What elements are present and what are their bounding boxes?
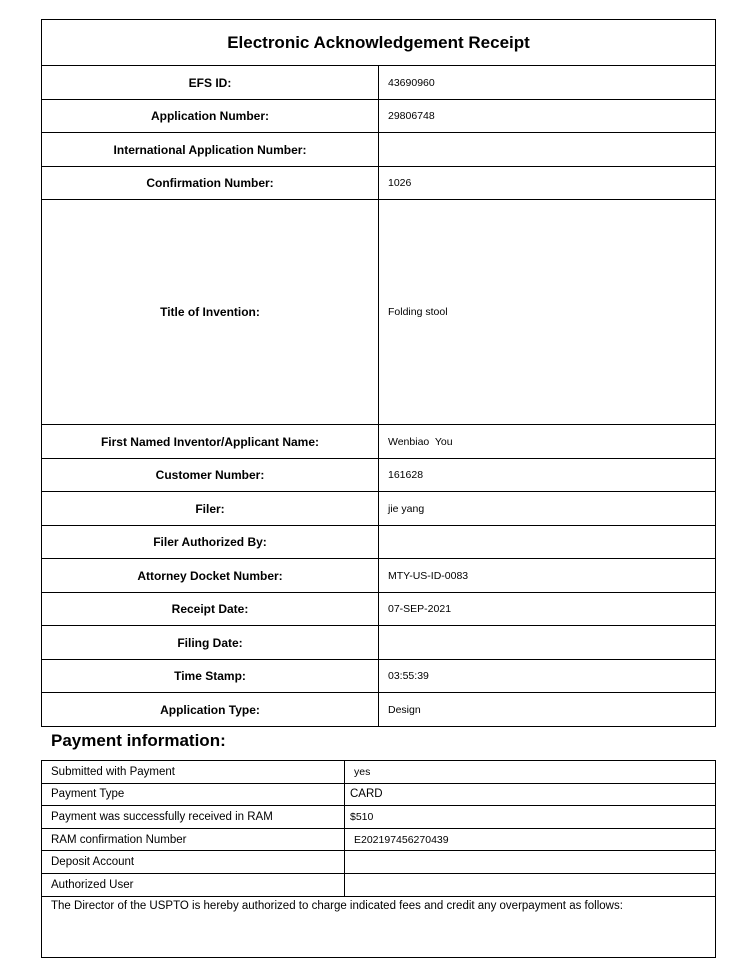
- payment-row-director-note: [42, 896, 716, 957]
- director-authorization-note: The Director of the USPTO is hereby authorized to charge indicated fees and credit any overpayment as follows:: [42, 896, 716, 957]
- receipt-row-customer-number: [42, 459, 716, 492]
- payment-value: E202197456270439: [345, 828, 716, 851]
- payment-row-authorized-user: [42, 873, 716, 896]
- payment-value: yes: [345, 761, 716, 784]
- payment-label: Payment was successfully received in RAM: [42, 806, 345, 829]
- payment-heading: Payment information:: [51, 731, 226, 750]
- payment-value: [345, 873, 716, 896]
- field-label: Title of Invention:: [42, 200, 379, 425]
- payment-value: [345, 851, 716, 874]
- payment-row-submitted: [42, 761, 716, 784]
- field-label: International Application Number:: [42, 133, 379, 167]
- payment-value: CARD: [345, 783, 716, 806]
- receipt-row-confirmation-number: [42, 167, 716, 200]
- field-value: 1026: [379, 167, 716, 200]
- payment-row-received-in-ram: [42, 806, 716, 829]
- payment-label: RAM confirmation Number: [42, 828, 345, 851]
- field-label: Filing Date:: [42, 626, 379, 660]
- receipt-row-filer-authorized-by: [42, 526, 716, 559]
- receipt-row-first-named-inventor: [42, 425, 716, 459]
- receipt-row-efs-id: [42, 66, 716, 100]
- field-label: Application Type:: [42, 693, 379, 727]
- payment-label: Submitted with Payment: [42, 761, 345, 784]
- field-label: EFS ID:: [42, 66, 379, 100]
- field-label: First Named Inventor/Applicant Name:: [42, 425, 379, 459]
- receipt-row-filing-date: [42, 626, 716, 660]
- payment-label: Authorized User: [42, 873, 345, 896]
- field-value: Folding stool: [379, 200, 716, 425]
- field-value: jie yang: [379, 492, 716, 526]
- acknowledgement-receipt-table: [41, 19, 716, 727]
- field-value: 07-SEP-2021: [379, 593, 716, 626]
- field-value: Wenbiao You: [379, 425, 716, 459]
- field-label: Filer:: [42, 492, 379, 526]
- field-value: 03:55:39: [379, 660, 716, 693]
- payment-label: Deposit Account: [42, 851, 345, 874]
- field-label: Filer Authorized By:: [42, 526, 379, 559]
- receipt-row-title-of-invention: [42, 200, 716, 425]
- payment-row-deposit-account: [42, 851, 716, 874]
- payment-information-table: [41, 760, 716, 958]
- field-value: [379, 626, 716, 660]
- field-value: Design: [379, 693, 716, 727]
- receipt-row-application-type: [42, 693, 716, 727]
- receipt-title-row: [42, 20, 716, 66]
- receipt-title: Electronic Acknowledgement Receipt: [42, 20, 716, 66]
- field-value: MTY-US-ID-0083: [379, 559, 716, 593]
- field-value: 161628: [379, 459, 716, 492]
- payment-label: Payment Type: [42, 783, 345, 806]
- field-label: Receipt Date:: [42, 593, 379, 626]
- payment-row-ram-confirmation: [42, 828, 716, 851]
- field-value: [379, 526, 716, 559]
- field-value: [379, 133, 716, 167]
- field-label: Confirmation Number:: [42, 167, 379, 200]
- field-label: Application Number:: [42, 100, 379, 133]
- receipt-row-time-stamp: [42, 660, 716, 693]
- payment-row-type: [42, 783, 716, 806]
- receipt-row-receipt-date: [42, 593, 716, 626]
- receipt-row-application-number: [42, 100, 716, 133]
- receipt-row-filer: [42, 492, 716, 526]
- receipt-row-international-application-number: [42, 133, 716, 167]
- field-value: 29806748: [379, 100, 716, 133]
- field-label: Customer Number:: [42, 459, 379, 492]
- field-label: Attorney Docket Number:: [42, 559, 379, 593]
- receipt-row-attorney-docket-number: [42, 559, 716, 593]
- field-value: 43690960: [379, 66, 716, 100]
- payment-value: $510: [345, 806, 716, 829]
- field-label: Time Stamp:: [42, 660, 379, 693]
